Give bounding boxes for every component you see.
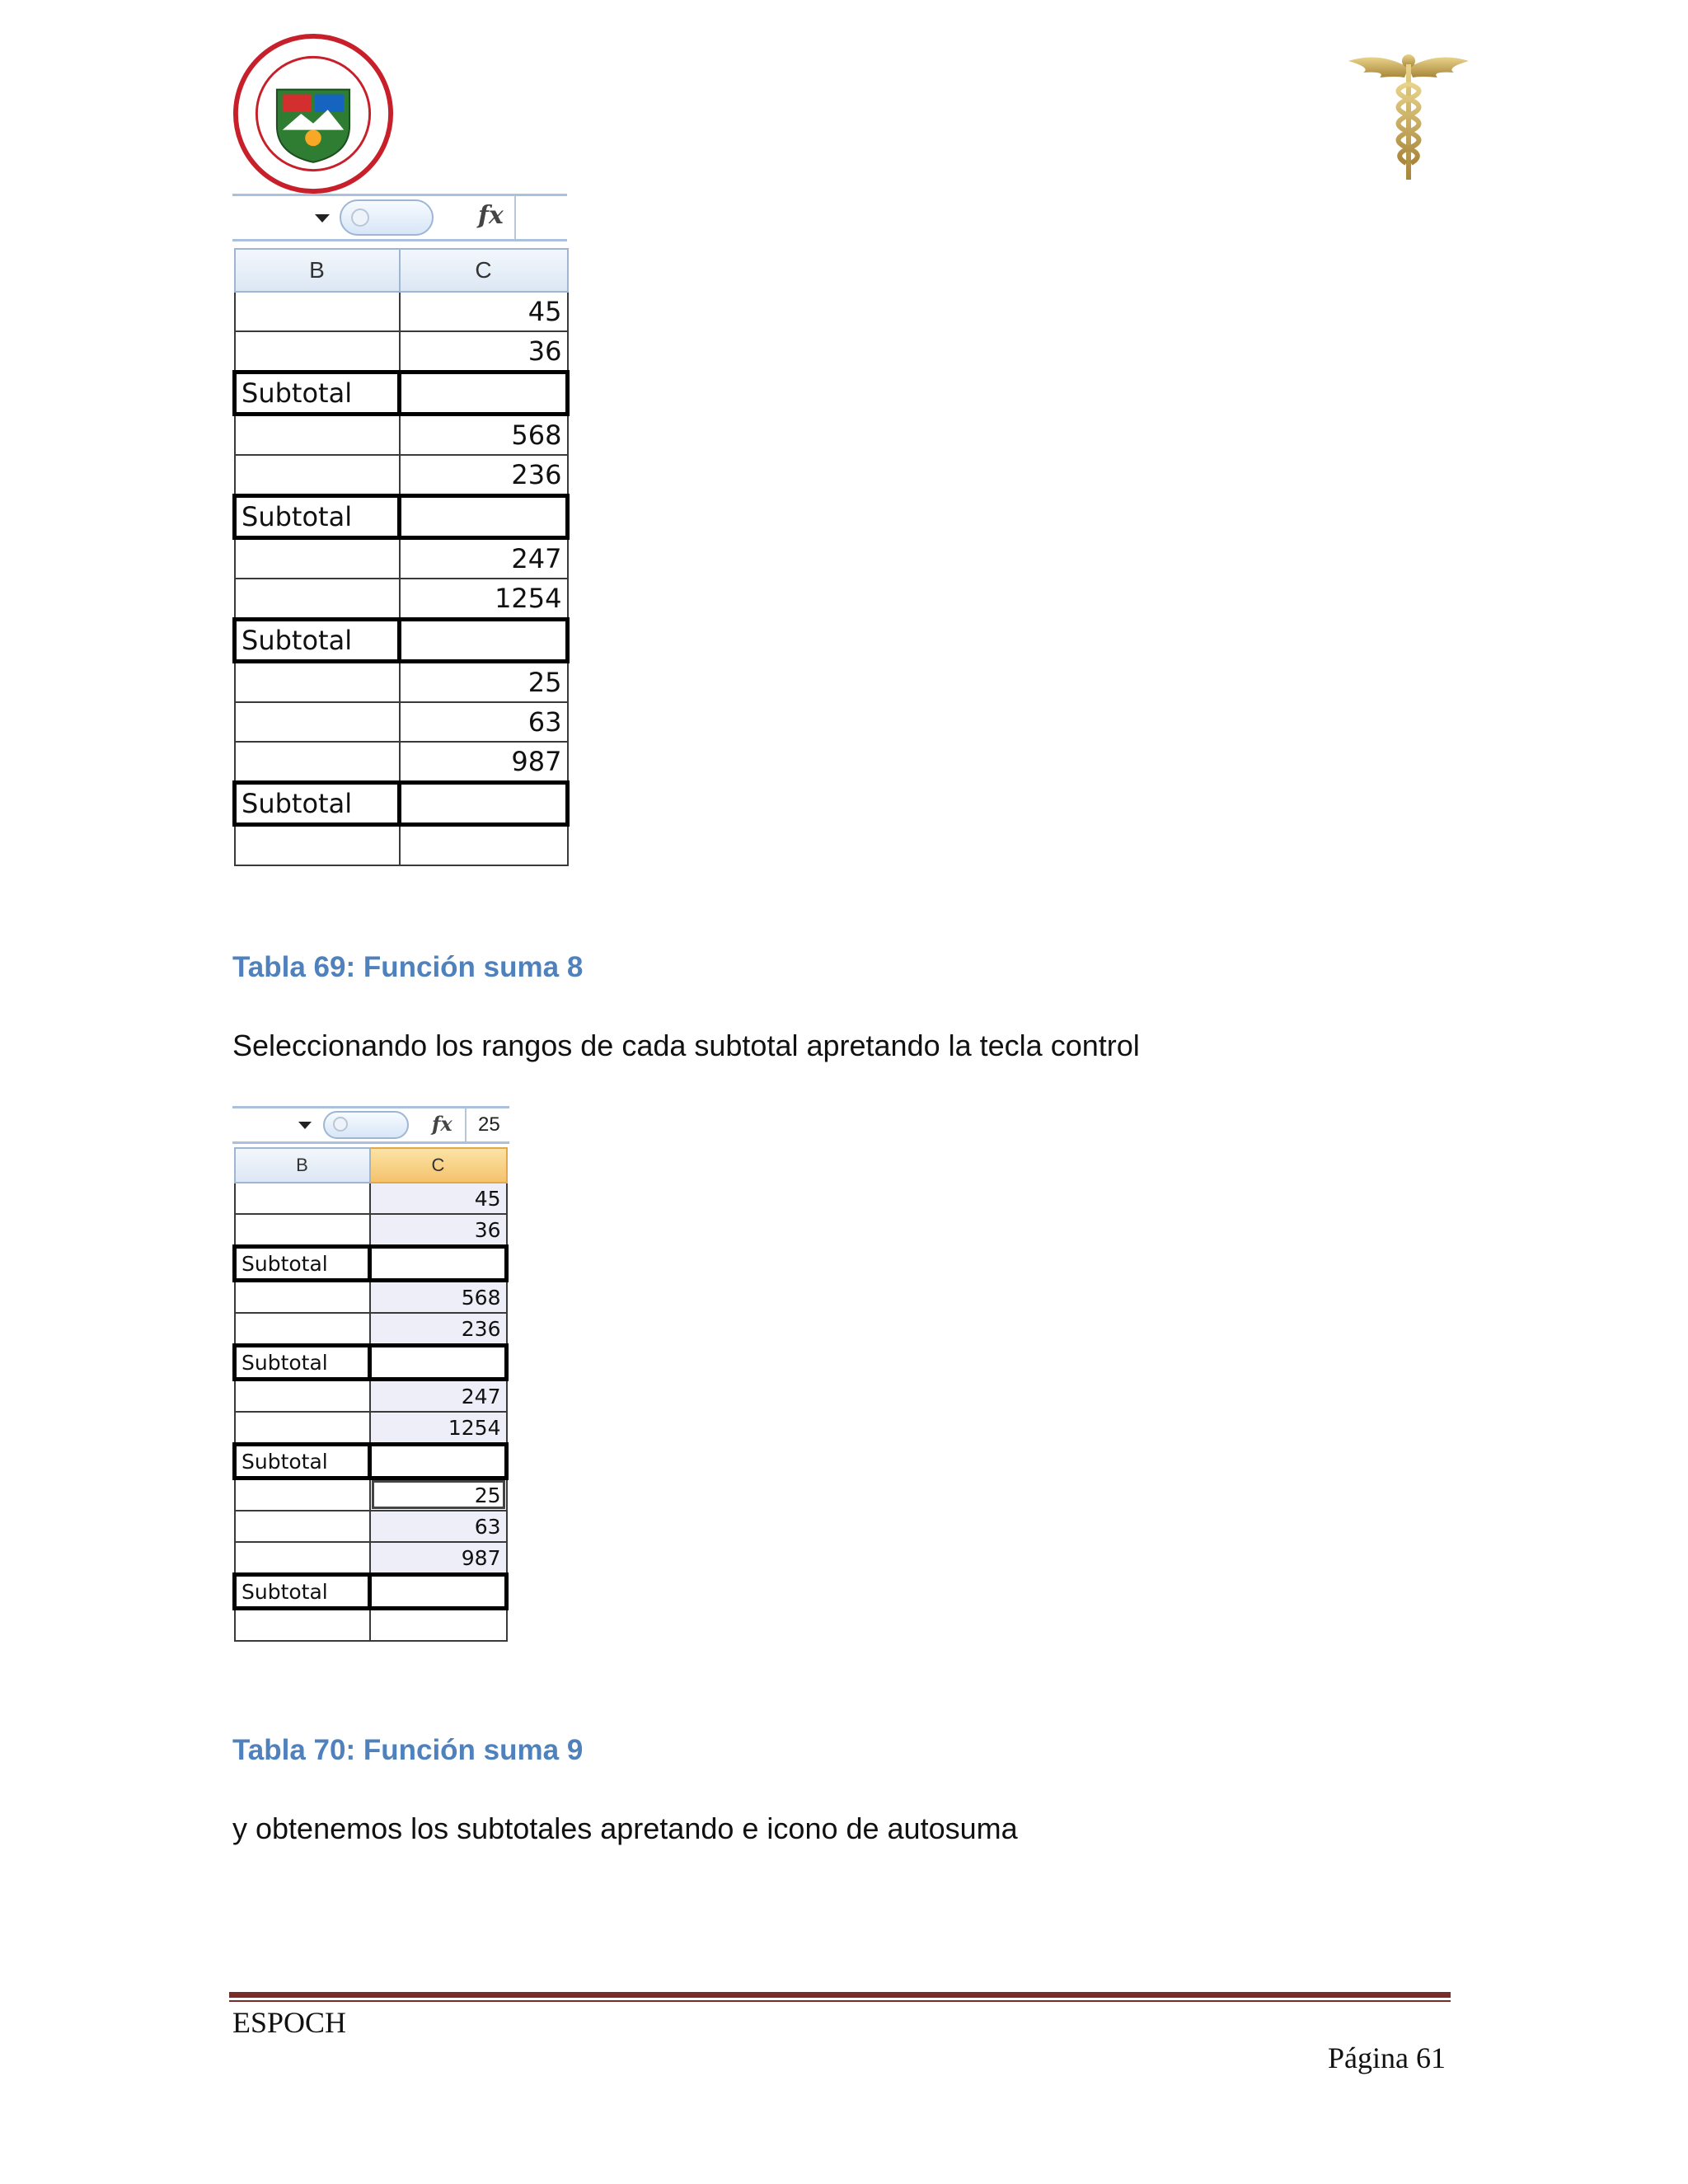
cell-c[interactable]: 568 bbox=[400, 415, 568, 456]
paragraph-instruction: Seleccionando los rangos de cada subtotal apretando la tecla control bbox=[232, 1029, 1140, 1062]
cell-c[interactable]: 1254 bbox=[370, 1412, 507, 1445]
cell-c[interactable] bbox=[400, 825, 568, 866]
table-row bbox=[235, 1247, 507, 1281]
cell-b[interactable]: Subtotal bbox=[235, 620, 400, 662]
table-row bbox=[235, 1313, 507, 1346]
column-header-b[interactable]: B bbox=[235, 249, 400, 292]
cell-c[interactable]: 63 bbox=[400, 702, 568, 742]
cell-b[interactable]: Subtotal bbox=[235, 1445, 370, 1479]
table-row bbox=[235, 1412, 507, 1445]
cell-b[interactable] bbox=[235, 825, 400, 866]
cell-c[interactable] bbox=[400, 620, 568, 662]
sheet-grid bbox=[232, 1147, 509, 1642]
cell-b[interactable] bbox=[235, 742, 400, 783]
cell-b[interactable] bbox=[235, 1380, 370, 1413]
cell-b[interactable] bbox=[235, 292, 400, 331]
cell-b[interactable] bbox=[235, 1313, 370, 1346]
name-box[interactable] bbox=[232, 1108, 323, 1141]
table-caption-70: Tabla 70: Función suma 9 bbox=[232, 1734, 584, 1766]
cell-b[interactable]: Subtotal bbox=[235, 1346, 370, 1380]
paragraph-autosum: y obtenemos los subtotales apretando e icono de autosuma bbox=[232, 1811, 1018, 1845]
chevron-down-icon[interactable] bbox=[298, 1122, 312, 1129]
cell-b[interactable]: Subtotal bbox=[235, 1247, 370, 1281]
cell-c[interactable]: 25 bbox=[400, 662, 568, 703]
table-row bbox=[235, 1542, 507, 1575]
cell-c[interactable] bbox=[370, 1445, 507, 1479]
footer-rule bbox=[229, 1992, 1451, 2002]
fx-icon[interactable]: fx bbox=[478, 201, 504, 230]
table-row bbox=[235, 1380, 507, 1413]
cell-b[interactable] bbox=[235, 1214, 370, 1247]
table-row bbox=[235, 1511, 507, 1542]
formula-input[interactable]: 25 bbox=[478, 1113, 500, 1136]
cell-c[interactable]: 63 bbox=[370, 1511, 507, 1542]
column-header-c[interactable]: C bbox=[400, 249, 568, 292]
cell-b[interactable] bbox=[235, 1542, 370, 1575]
cell-c[interactable]: 45 bbox=[370, 1183, 507, 1214]
table-row bbox=[235, 1479, 507, 1511]
cell-c[interactable] bbox=[400, 783, 568, 825]
cell-b[interactable] bbox=[235, 1183, 370, 1214]
sheet-grid bbox=[232, 248, 570, 866]
cell-b[interactable] bbox=[235, 1412, 370, 1445]
table-row bbox=[235, 373, 568, 415]
cell-c[interactable]: 987 bbox=[370, 1542, 507, 1575]
fx-icon[interactable]: fx bbox=[432, 1112, 452, 1136]
cell-c[interactable]: 236 bbox=[370, 1313, 507, 1346]
cell-b[interactable] bbox=[235, 579, 400, 620]
formula-bar-toggle[interactable] bbox=[323, 1111, 409, 1139]
table-row bbox=[235, 1183, 507, 1214]
table-row bbox=[235, 1575, 507, 1609]
cell-c[interactable] bbox=[400, 373, 568, 415]
table-row bbox=[235, 496, 568, 538]
cell-b[interactable] bbox=[235, 538, 400, 579]
table-row bbox=[235, 742, 568, 783]
table-row bbox=[235, 455, 568, 496]
chevron-down-icon[interactable] bbox=[315, 214, 330, 223]
cell-b[interactable] bbox=[235, 415, 400, 456]
table-row bbox=[235, 1346, 507, 1380]
cell-c[interactable]: 247 bbox=[370, 1380, 507, 1413]
table-row bbox=[235, 1609, 507, 1642]
table-caption-69: Tabla 69: Función suma 8 bbox=[232, 951, 584, 983]
table-row bbox=[235, 662, 568, 703]
cell-b[interactable]: Subtotal bbox=[235, 496, 400, 538]
formula-bar bbox=[232, 1106, 509, 1144]
cell-c[interactable] bbox=[370, 1346, 507, 1380]
table-row bbox=[235, 1281, 507, 1314]
cell-b[interactable] bbox=[235, 1281, 370, 1314]
cell-b[interactable] bbox=[235, 1511, 370, 1542]
table-row bbox=[235, 620, 568, 662]
cell-b[interactable]: Subtotal bbox=[235, 1575, 370, 1609]
formula-bar bbox=[232, 194, 567, 241]
table-row bbox=[235, 538, 568, 579]
table-row bbox=[235, 825, 568, 866]
cell-b[interactable] bbox=[235, 455, 400, 496]
cell-c[interactable]: 36 bbox=[400, 331, 568, 373]
footer-institution: ESPOCH bbox=[232, 2006, 347, 2039]
table-row bbox=[235, 579, 568, 620]
cell-b[interactable] bbox=[235, 662, 400, 703]
cell-c[interactable] bbox=[370, 1609, 507, 1642]
cell-c[interactable]: 247 bbox=[400, 538, 568, 579]
table-row bbox=[235, 331, 568, 373]
column-header-c[interactable]: C bbox=[370, 1148, 507, 1183]
caduceus-icon bbox=[1347, 43, 1470, 183]
cell-b[interactable] bbox=[235, 702, 400, 742]
name-box[interactable] bbox=[232, 196, 348, 239]
cell-c[interactable]: 987 bbox=[400, 742, 568, 783]
column-header-b[interactable]: B bbox=[235, 1148, 370, 1183]
table-row bbox=[235, 1445, 507, 1479]
table-row bbox=[235, 292, 568, 331]
cell-b[interactable] bbox=[235, 1479, 370, 1511]
cell-c[interactable]: 36 bbox=[370, 1214, 507, 1247]
table-row bbox=[235, 415, 568, 456]
table-row bbox=[235, 783, 568, 825]
espoch-seal-icon bbox=[232, 33, 394, 194]
cell-b[interactable] bbox=[235, 1609, 370, 1642]
cell-c[interactable]: 25 bbox=[370, 1479, 507, 1511]
cell-c[interactable] bbox=[400, 496, 568, 538]
page-number: Página 61 bbox=[1328, 2041, 1446, 2074]
cell-c[interactable]: 1254 bbox=[400, 579, 568, 620]
table-row bbox=[235, 702, 568, 742]
cell-c[interactable]: 45 bbox=[400, 292, 568, 331]
formula-bar-toggle[interactable] bbox=[340, 199, 434, 236]
cell-c[interactable]: 236 bbox=[400, 455, 568, 496]
cell-b[interactable]: Subtotal bbox=[235, 783, 400, 825]
cell-c[interactable] bbox=[370, 1575, 507, 1609]
cell-c[interactable] bbox=[370, 1247, 507, 1281]
cell-b[interactable]: Subtotal bbox=[235, 373, 400, 415]
cell-b[interactable] bbox=[235, 331, 400, 373]
table-row bbox=[235, 1214, 507, 1247]
cell-c[interactable]: 568 bbox=[370, 1281, 507, 1314]
